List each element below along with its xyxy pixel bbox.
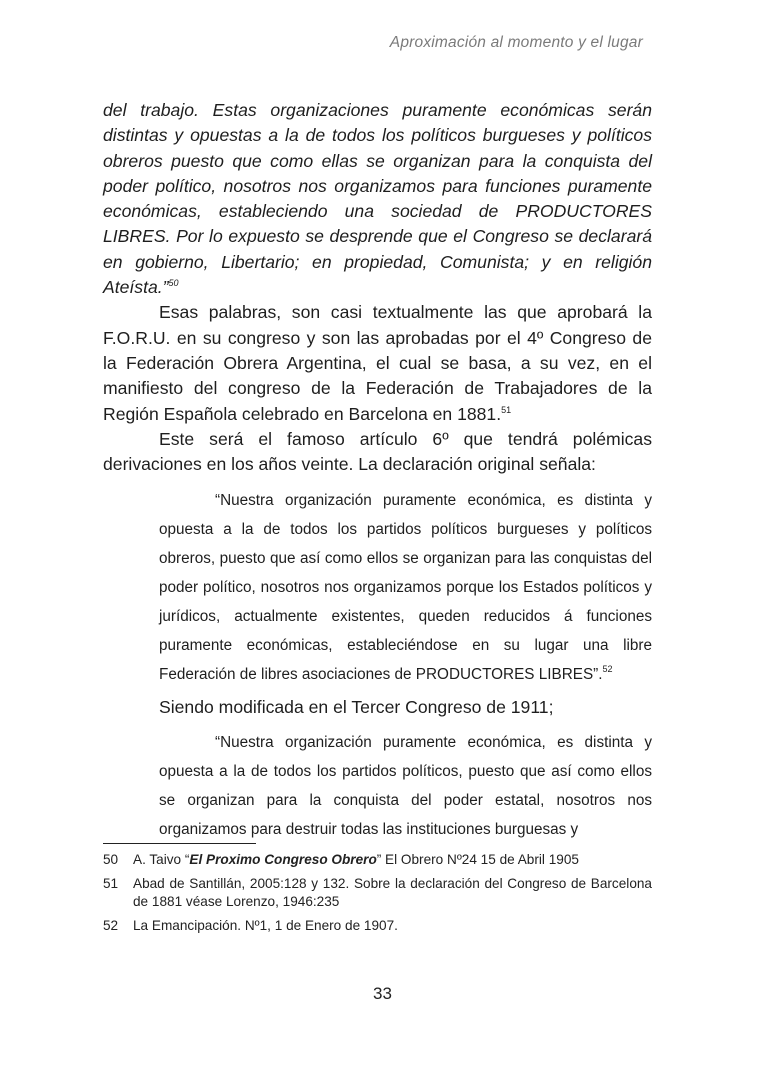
footnote-ref-50[interactable]: 50 [168,278,179,289]
footnote-ref-51[interactable]: 51 [501,404,512,415]
closing-quote: ” [162,277,169,298]
running-header: Aproximación al momento y el lugar [389,34,643,51]
block-quote-2: “Nuestra organización puramente económica, es distinta y opuesta a la de todos los partidos políticos, puesto que así como ellos se organizan para la conquista del poder estatal, nosotros nos organizamos para destruir todas las instituciones burguesas y [159,734,652,839]
footnote-50 [103,851,652,869]
footnote-text: Abad de Santillán, 2005:128 y 132. Sobre la declaración del Congreso de Barcelona de 1881 véase Lorenzo, 1946:235 [133,876,652,909]
paragraph-2 [103,300,652,426]
footnote-title: El Proximo Congreso Obrero [189,852,377,867]
block-quote-1-text: “Nuestra organización puramente económica, es distinta y opuesta a la de todos los partidos políticos burgueses y políticos obreros, puesto que así como ellos se organizan para las conquistas del poder político, nosotros nos organizamos porque los Estados políticos y jurídicos, actualmente existentes, queden reducidos á funciones puramente económicas, estableciéndose en su lugar una libre Federación de libres asociaciones de PRODUCTORES LIBRES”. [159,492,652,684]
footnote-51 [103,875,652,911]
paragraph-3: Este será el famoso artículo 6º que tendrá polémicas derivaciones en los años veinte. La declaración original señala: [103,428,652,475]
footnote-52 [103,917,652,935]
footnote-ref-52[interactable]: 52 [602,664,613,675]
page-number: 33 [373,984,392,1003]
footnote-number: 50 [103,852,119,867]
footnote-author: A. Taivo “ [133,852,190,867]
body-text [103,98,652,844]
quote-text: del trabajo. Estas organizaciones puramente económicas serán distintas y opuestas a la de todos los políticos burgueses y políticos obreros puesto que como ellas se organizan para la conquista del poder político, nosotros nos organizamos para funciones puramente económicas, estableciendo una sociedad de PRODUCTORES LIBRES. Por lo expuesto se desprende que el Congreso se declarará en gobierno, Libertario; en propiedad, Comunista; y en religión Ateísta. [103,100,652,298]
footnote-source: ” El Obrero Nº24 15 de Abril 1905 [376,852,579,867]
paragraph-2-text: Esas palabras, son casi textualmente las que aprobará la F.O.R.U. en su congreso y son las aprobadas por el 4º Congreso de la Federación Obrera Argentina, el cual se basa, a su vez, en el manifiesto del congreso de la Federación de Trabajadores de la Región Española celebrado en Barcelona en 1881. [103,302,652,424]
footnote-text: La Emancipación. Nº1, 1 de Enero de 1907. [133,918,398,933]
paragraph-quote-continuation [103,98,652,300]
footnote-number: 51 [103,876,119,891]
footnote-separator [103,843,256,844]
block-quote-1 [159,486,652,689]
footnote-number: 52 [103,918,119,933]
footnote-text [133,851,652,869]
footnotes [103,851,652,941]
interlude-line: Siendo modificada en el Tercer Congreso de 1911; [159,697,554,718]
